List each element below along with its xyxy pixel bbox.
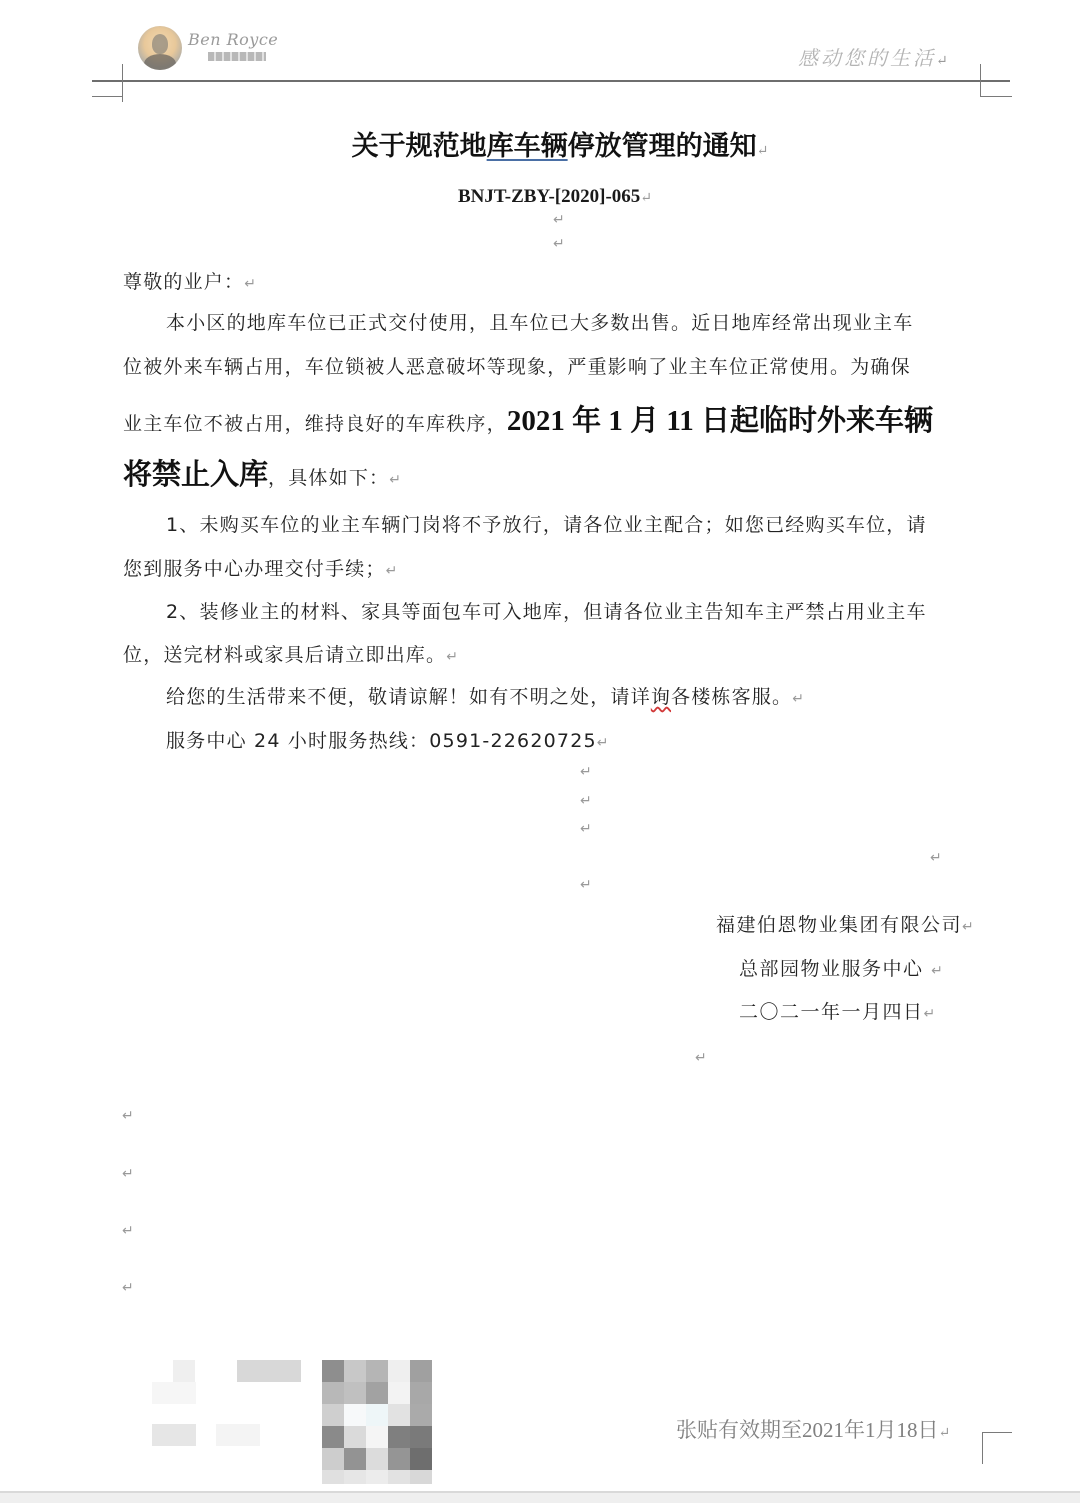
- salutation: 尊敬的业户：↵: [123, 271, 258, 293]
- company-logo-icon: [138, 26, 182, 70]
- document-title: 关于规范地库车辆停放管理的通知↵: [351, 131, 769, 162]
- body-paragraph-line: 将禁止入库，具体如下：↵: [123, 459, 403, 491]
- paragraph-mark: ↵: [580, 877, 592, 893]
- list-item-2: 2、装修业主的材料、家具等面包车可入地库，但请各位业主告知车主严禁占用业主车: [166, 601, 927, 623]
- service-hotline: 服务中心 24 小时服务热线：0591-22620725↵: [166, 730, 610, 752]
- spellcheck-flagged-word: 询: [650, 686, 672, 708]
- company-logo-text: Ben Royce: [188, 30, 279, 49]
- crop-mark-top-right-v: [980, 64, 981, 96]
- signature-department: 总部园物业服务中心 ↵: [739, 958, 945, 980]
- effective-date-highlight: 2021 年 1 月 11 日起临时外来车辆: [506, 405, 933, 437]
- posting-validity-note: 张贴有效期至2021年1月18日↵: [676, 1418, 951, 1442]
- header-slogan: 感动您的生活↵: [798, 46, 951, 70]
- apology-line: 给您的生活带来不便，敬请谅解！如有不明之处，请详询各楼栋客服。↵: [166, 686, 806, 708]
- paragraph-mark: ↵: [580, 793, 592, 809]
- paragraph-mark: ↵: [122, 1280, 134, 1296]
- body-paragraph-line: 位被外来车辆占用，车位锁被人恶意破坏等现象，严重影响了业主车位正常使用。为确保: [123, 356, 911, 378]
- crop-mark-bottom-right-h: [982, 1432, 1012, 1433]
- signature-date: 二〇二一年一月四日↵: [739, 1001, 937, 1023]
- paragraph-mark: ↵: [930, 850, 942, 866]
- paragraph-mark: ↵: [553, 236, 565, 252]
- paragraph-mark: ↵: [695, 1050, 707, 1066]
- body-paragraph-line: 本小区的地库车位已正式交付使用，且车位已大多数出售。近日地库经常出现业主车: [166, 312, 914, 334]
- crop-mark-bottom-right-v: [982, 1432, 983, 1464]
- paragraph-mark: ↵: [580, 764, 592, 780]
- paragraph-mark: ↵: [122, 1166, 134, 1182]
- crop-mark-top-left-h: [92, 96, 122, 97]
- header-rule: [92, 80, 1010, 82]
- paragraph-mark: ↵: [553, 212, 565, 228]
- paragraph-mark: ↵: [580, 821, 592, 837]
- list-item-1: 1、未购买车位的业主车辆门岗将不予放行，请各位业主配合；如您已经购买车位，请: [166, 514, 927, 536]
- list-item-1-cont: 您到服务中心办理交付手续；↵: [123, 558, 399, 580]
- list-item-2-cont: 位，送完材料或家具后请立即出库。↵: [123, 644, 460, 666]
- body-paragraph-line: 业主车位不被占用，维持良好的车库秩序，2021 年 1 月 11 日起临时外来车辆: [123, 405, 933, 437]
- crop-mark-top-right-h: [980, 96, 1012, 97]
- crop-mark-top-left-v: [122, 64, 123, 102]
- paragraph-mark: ↵: [122, 1223, 134, 1239]
- ban-statement: 将禁止入库: [123, 459, 269, 491]
- company-logo-subtitle: [208, 52, 266, 61]
- window-bottom-edge: [0, 1491, 1080, 1503]
- paragraph-mark: ↵: [122, 1108, 134, 1124]
- signature-company: 福建伯恩物业集团有限公司↵: [716, 914, 976, 936]
- document-number: BNJT-ZBY-[2020]-065↵: [457, 186, 652, 207]
